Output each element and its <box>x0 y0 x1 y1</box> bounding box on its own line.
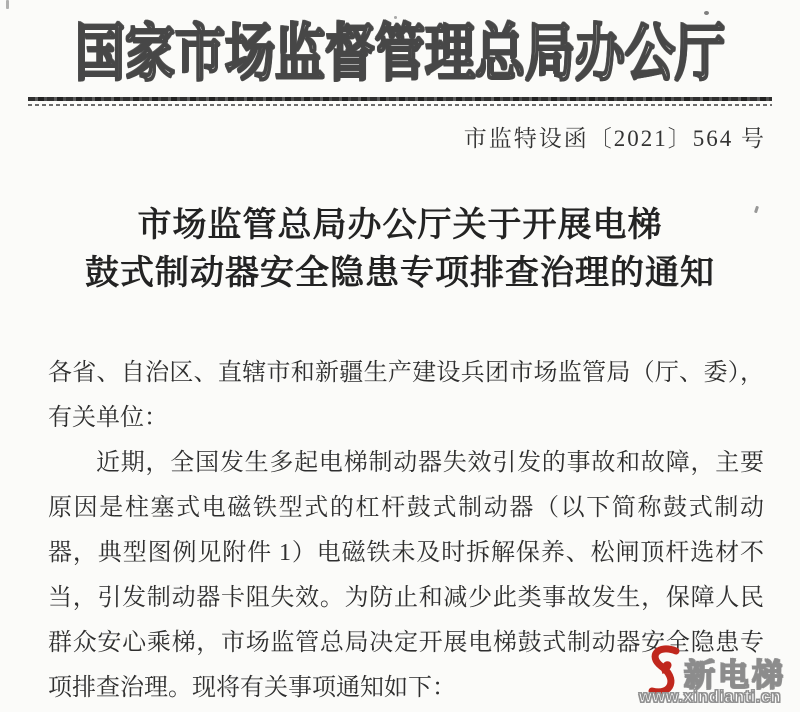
letterhead-divider-thin <box>28 104 772 106</box>
document-title-line1: 市场监管总局办公厅关于开展电梯 <box>137 207 663 244</box>
document-title-line2: 鼓式制动器安全隐患专项排查治理的通知 <box>85 255 715 292</box>
paragraph-line: 群众安心乘梯，市场监管总局决定开展电梯鼓式制动器安全隐患专 <box>48 630 764 656</box>
salutation-line: 有关单位： <box>48 405 168 431</box>
scan-speck <box>704 11 709 15</box>
document-number: 市监特设函〔2021〕564 号 <box>463 126 766 151</box>
paragraph-line: 当，引发制动器卡阻失效。为防止和减少此类事故发生，保障人民 <box>48 585 764 611</box>
scan-speck <box>394 16 397 19</box>
watermark-brand-text: 新电梯 <box>684 658 786 693</box>
paragraph-line: 器，典型图例见附件 1）电磁铁未及时拆解保养、松闸顶杆选材不 <box>48 540 764 566</box>
scan-speck <box>6 0 9 9</box>
letterhead-org-name: 国家市场监督管理总局办公厅 <box>75 18 725 89</box>
document-title <box>0 202 800 298</box>
xindianti-watermark <box>624 648 796 710</box>
paragraph-line: 近期，全国发生多起电梯制动器失效引发的事故和故障，主要 <box>96 450 764 476</box>
paragraph-line: 原因是柱塞式电磁铁型式的杠杆鼓式制动器（以下简称鼓式制动 <box>48 495 764 521</box>
letterhead-divider-thick <box>28 97 772 101</box>
paragraph-line: 项排查治理。现将有关事项通知如下： <box>48 675 456 701</box>
watermark-url-text: www.xindianti.cn <box>638 688 782 706</box>
watermark-brand-row <box>624 648 796 693</box>
salutation-line: 各省、自治区、直辖市和新疆生产建设兵团市场监管局（厅、委）， <box>48 360 764 386</box>
